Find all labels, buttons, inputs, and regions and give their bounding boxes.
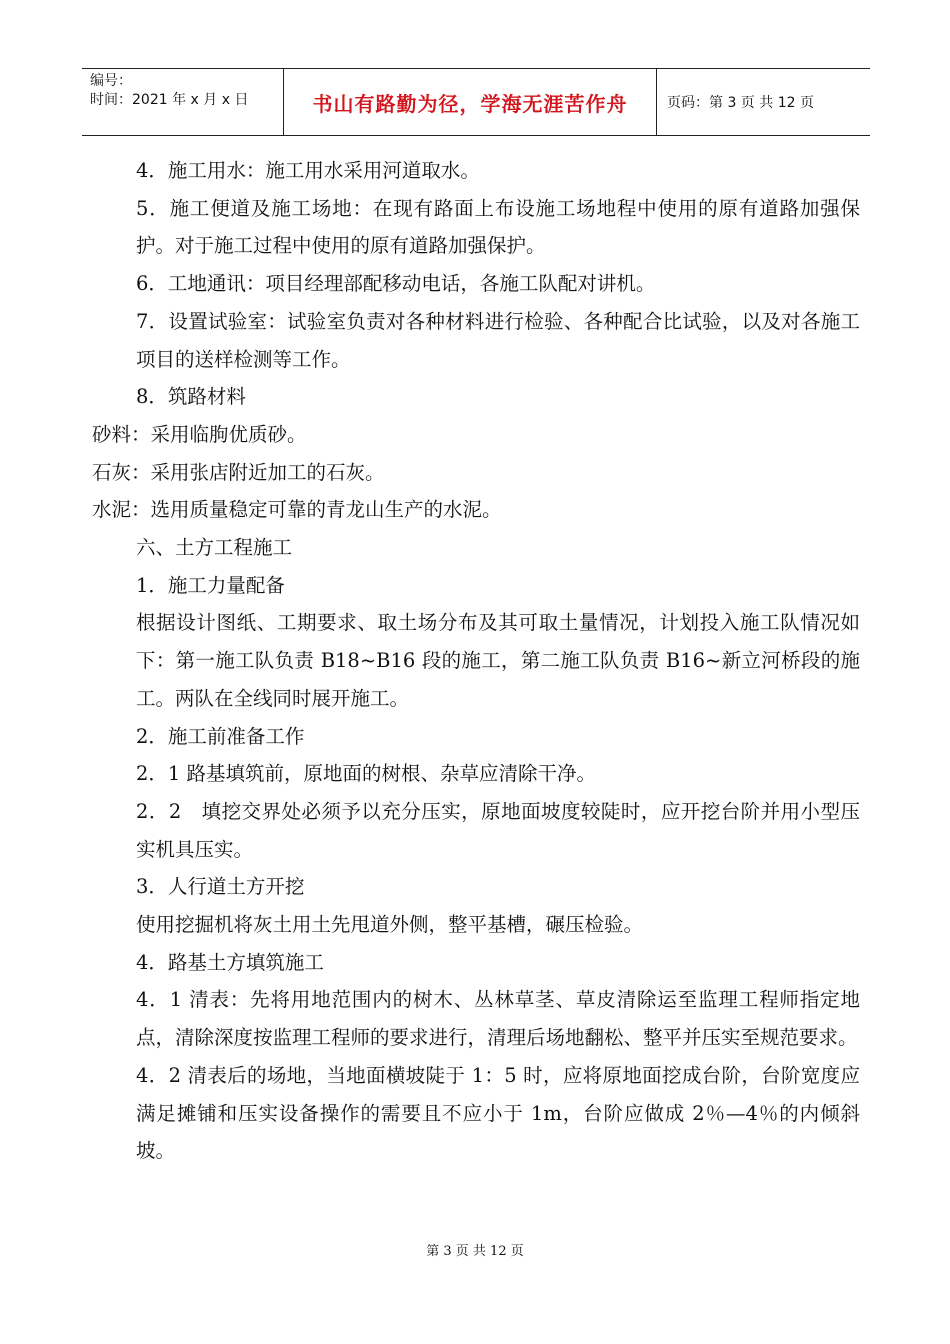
paragraph: 6．工地通讯：项目经理部配移动电话，各施工队配对讲机。 bbox=[136, 272, 656, 296]
paragraph: 4．2 清表后的场地，当地面横坡陡于 1：5 时，应将原地面挖成台阶，台阶宽度应满足摊铺和压实设备操作的需要且不应小于 1m，台阶应做成 2％—4％的内倾斜坡。 bbox=[136, 1063, 860, 1163]
subsection-heading: 1．施工力量配备 bbox=[136, 573, 285, 597]
paragraph: 5．施工便道及施工场地：在现有路面上布设施工场地程中使用的原有道路加强保护。对于施工过程中使用的原有道路加强保护。 bbox=[136, 196, 860, 258]
header-motto: 书山有路勤为径，学海无涯苦作舟 bbox=[283, 69, 657, 135]
header-page-label: 页码：第 3 页 共 12 页 bbox=[667, 95, 814, 111]
paragraph: 4．施工用水：施工用水采用河道取水。 bbox=[136, 159, 480, 182]
document-time-label: 时间：2021 年 x 月 x 日 bbox=[90, 92, 249, 108]
paragraph: 石灰：采用张店附近加工的石灰。 bbox=[92, 460, 385, 484]
subsection-heading: 3．人行道土方开挖 bbox=[136, 875, 305, 899]
document-body bbox=[92, 152, 860, 1170]
document-number-label: 编号： bbox=[90, 73, 132, 89]
paragraph: 8．筑路材料 bbox=[136, 385, 246, 409]
paragraph: 砂料：采用临朐优质砂。 bbox=[92, 422, 307, 446]
header-meta bbox=[82, 69, 283, 135]
subsection-heading: 4．路基土方填筑施工 bbox=[136, 950, 324, 974]
paragraph: 4．1 清表：先将用地范围内的树木、丛林草茎、草皮清除运至监理工程师指定地点，清除深度按监理工程师的要求进行，清理后场地翻松、整平并压实至规范要求。 bbox=[136, 988, 860, 1050]
paragraph: 水泥：选用质量稳定可靠的青龙山生产的水泥。 bbox=[92, 498, 502, 522]
section-heading: 六、土方工程施工 bbox=[136, 536, 293, 560]
page-header bbox=[82, 68, 870, 136]
paragraph: 2．1 路基填筑前，原地面的树根、杂草应清除干净。 bbox=[136, 762, 597, 786]
paragraph: 2．2 填挖交界处必须予以充分压实，原地面坡度较陡时，应开挖台阶并用小型压实机具压实。 bbox=[136, 799, 860, 861]
page-footer: 第 3 页 共 12 页 bbox=[426, 1244, 524, 1259]
paragraph: 使用挖掘机将灰土用土先甩道外侧，整平基槽，碾压检验。 bbox=[136, 913, 644, 937]
paragraph: 7．设置试验室：试验室负责对各种材料进行检验、各种配合比试验，以及对各施工项目的送样检测等工作。 bbox=[136, 309, 860, 371]
paragraph: 根据设计图纸、工期要求、取土场分布及其可取土量情况，计划投入施工队情况如下：第一施工队负责 B18~B16 段的施工，第二施工队负责 B16~新立河桥段的施工。两队在全线同时展开施工。 bbox=[136, 611, 860, 710]
subsection-heading: 2．施工前准备工作 bbox=[136, 724, 305, 748]
